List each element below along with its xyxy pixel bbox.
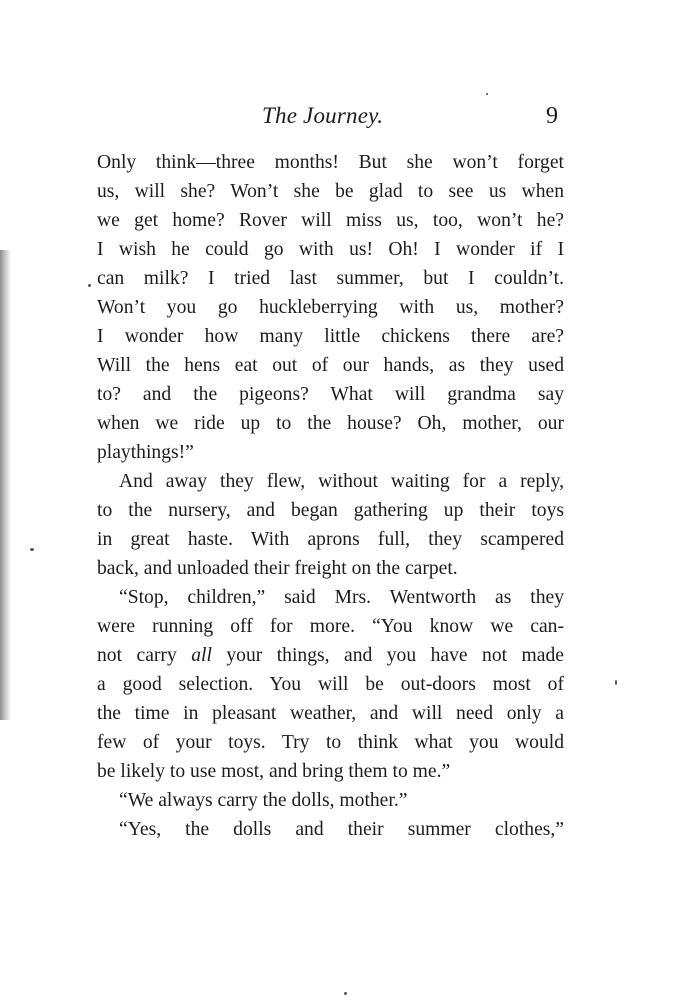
body-text <box>97 148 564 844</box>
text-line: Won’t you go huckleberrying with us, mother? <box>97 297 564 318</box>
text-line: playthings!” <box>97 442 194 463</box>
text-line: a good selection. You will be out-doors most of <box>97 674 564 695</box>
text-run: not carry <box>97 645 192 666</box>
text-line: to the nursery, and began gathering up their toys <box>97 500 564 521</box>
page-number: 9 <box>546 103 558 129</box>
paper-speck <box>486 93 488 95</box>
text-line: “Stop, children,” said Mrs. Wentworth as they <box>119 587 564 608</box>
text-line: be likely to use most, and bring them to me.” <box>97 761 451 782</box>
paper-speck <box>615 680 617 685</box>
running-title: The Journey. <box>262 103 384 128</box>
text-line: “Yes, the dolls and their summer clothes,” <box>119 819 564 840</box>
text-line: I wonder how many little chickens there are? <box>97 326 564 347</box>
text-line: Will the hens eat out of our hands, as they used <box>97 355 564 376</box>
italic-word: all <box>191 645 212 666</box>
text-line: few of your toys. Try to think what you would <box>97 732 564 753</box>
text-line: I wish he could go with us! Oh! I wonder if I <box>97 239 564 260</box>
binding-shadow <box>0 250 11 720</box>
text-line: can milk? I tried last summer, but I couldn’t. <box>97 268 564 289</box>
paper-speck <box>30 548 34 551</box>
paper-speck <box>344 992 347 995</box>
text-line: were running off for more. “You know we can- <box>97 616 564 637</box>
text-line: we get home? Rover will miss us, too, won’t he? <box>97 210 564 231</box>
running-head <box>0 103 682 133</box>
text-line: when we ride up to the house? Oh, mother, our <box>97 413 564 434</box>
text-line: And away they flew, without waiting for a reply, <box>119 471 564 492</box>
text-line: us, will she? Won’t she be glad to see us when <box>97 181 564 202</box>
text-line: “We always carry the dolls, mother.” <box>119 790 408 811</box>
text-run: your things, and you have not made <box>211 645 564 666</box>
text-line: to? and the pigeons? What will grandma say <box>97 384 564 405</box>
text-line: Only think—three months! But she won’t forget <box>97 152 564 173</box>
text-line: in great haste. With aprons full, they scampered <box>97 529 564 550</box>
text-line: the time in pleasant weather, and will need only a <box>97 703 564 724</box>
paper-speck <box>88 284 91 287</box>
text-line <box>97 641 564 670</box>
text-line: back, and unloaded their freight on the carpet. <box>97 558 458 579</box>
